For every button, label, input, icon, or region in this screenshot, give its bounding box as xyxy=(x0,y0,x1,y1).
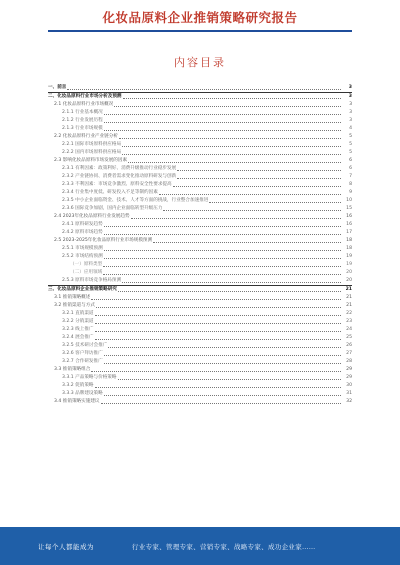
toc-leader-dots xyxy=(128,157,341,163)
toc-entry-title: 3.2.5 技术研讨会推广 xyxy=(62,343,108,348)
toc-entry-title: 3.2.2 分销渠道 xyxy=(62,319,94,324)
toc-entry[interactable] xyxy=(48,285,352,294)
toc-entry-page: 5 xyxy=(349,134,352,139)
toc-entry-page: 20 xyxy=(346,270,352,275)
toc-leader-dots xyxy=(131,213,341,219)
toc-leader-dots xyxy=(96,302,341,308)
toc-entry[interactable] xyxy=(48,358,352,366)
toc-leader-dots xyxy=(95,310,341,316)
toc-leader-dots xyxy=(118,286,341,292)
toc-entry-page: 30 xyxy=(346,383,352,388)
toc-entry[interactable] xyxy=(48,334,352,342)
toc-entry[interactable] xyxy=(48,133,352,141)
toc-entry-title: 3.3.1 产品策略与价格策略 xyxy=(62,375,117,380)
toc-entry[interactable] xyxy=(48,149,352,157)
toc-entry[interactable] xyxy=(48,189,352,197)
toc-entry-page: 3 xyxy=(349,110,352,115)
toc-entry-page: 6 xyxy=(349,158,352,163)
toc-leader-dots xyxy=(91,366,341,372)
toc-entry-page: 6 xyxy=(349,166,352,171)
toc-entry-title: 2.3.5 中小企业面临资金、技术、人才等方面的挑战，行业整合加速推进 xyxy=(62,198,209,203)
toc-entry[interactable] xyxy=(48,173,352,181)
toc-entry-page: 28 xyxy=(346,359,352,364)
toc-entry[interactable] xyxy=(48,294,352,302)
toc-entry-title: 3.2.4 展会推广 xyxy=(62,335,94,340)
toc-entry[interactable] xyxy=(48,261,352,269)
toc-leader-dots xyxy=(114,101,341,107)
toc-entry-title: 2.5.1 市场规模预测 xyxy=(62,246,103,251)
toc-entry-title: 2.2 化妆品原料行业产业链分析 xyxy=(54,134,118,139)
toc-leader-dots xyxy=(101,398,341,404)
toc-entry[interactable] xyxy=(48,101,352,109)
toc-entry-title: 3.3.3 品牌建设策略 xyxy=(62,391,103,396)
toc-leader-dots xyxy=(103,261,341,267)
footer-slogan: 让每个人都能成为 xyxy=(38,543,94,551)
toc-leader-dots xyxy=(173,181,341,187)
toc-entry-page: 3 xyxy=(349,118,352,123)
toc-entry-page: 25 xyxy=(346,335,352,340)
toc-leader-dots xyxy=(153,237,341,243)
toc-entry-title: 三、化妆品原料企业推销策略研究 xyxy=(48,287,117,292)
toc-entry-title: 2.1.2 行业发展历程 xyxy=(62,118,103,123)
toc-entry-title: 一、前言 xyxy=(48,85,67,90)
toc-leader-dots xyxy=(163,205,341,211)
toc-entry-title: 3.1 推销策略概述 xyxy=(54,295,91,300)
toc-entry[interactable] xyxy=(48,366,352,374)
toc-entry-title: 2.4.1 原料研发趋势 xyxy=(62,222,103,227)
toc-entry-title: 2.5 2023-2025年化妆品原料行业市场规模预测 xyxy=(54,238,153,243)
toc-entry-page: 21 xyxy=(345,287,352,292)
toc-entry[interactable] xyxy=(48,245,352,253)
toc-leader-dots xyxy=(104,117,341,123)
footer-banner xyxy=(0,527,400,565)
toc-entry[interactable] xyxy=(48,141,352,149)
toc-entry-page: 3 xyxy=(348,85,352,90)
toc-entry-page: 16 xyxy=(346,222,352,227)
toc-entry[interactable] xyxy=(48,310,352,318)
toc-entry[interactable] xyxy=(48,302,352,310)
toc-leader-dots xyxy=(122,141,341,147)
toc-leader-dots xyxy=(104,125,341,131)
toc-entry-page: 19 xyxy=(346,262,352,267)
toc-leader-dots xyxy=(123,93,341,99)
toc-entry-title: 3.3 推销策略组合 xyxy=(54,367,91,372)
toc-entry-title: 2.1 化妆品原料行业市场概况 xyxy=(54,102,114,107)
toc-entry-page: 15 xyxy=(346,206,352,211)
toc-entry[interactable] xyxy=(48,382,352,390)
toc-leader-dots xyxy=(95,326,341,332)
toc-entry-title: 2.3 影响化妆品原料市场发展的因素 xyxy=(54,158,128,163)
toc-entry[interactable] xyxy=(48,390,352,398)
toc-entry-page: 21 xyxy=(346,303,352,308)
toc-entry[interactable] xyxy=(48,125,352,133)
toc-entry-page: 26 xyxy=(346,343,352,348)
toc-entry[interactable] xyxy=(48,237,352,245)
toc-entry-page: 16 xyxy=(346,214,352,219)
toc-entry-page: 20 xyxy=(346,278,352,283)
toc-entry-page: 5 xyxy=(349,150,352,155)
toc-entry-page: 7 xyxy=(349,174,352,179)
toc-entry-page: 3 xyxy=(349,102,352,107)
toc-entry-title: 3.2.3 线上推广 xyxy=(62,327,94,332)
toc-leader-dots xyxy=(122,149,341,155)
toc-entry[interactable] xyxy=(48,117,352,125)
toc-entry-title: 3.3.2 促销策略 xyxy=(62,383,94,388)
toc-leader-dots xyxy=(103,269,341,275)
page-header xyxy=(0,0,400,28)
toc-leader-dots xyxy=(177,165,341,171)
toc-entry[interactable] xyxy=(48,165,352,173)
toc-entry-title: 2.3.6 国际竞争加剧，国内企业面临转型升级压力 xyxy=(62,206,163,211)
toc-leader-dots xyxy=(104,221,341,227)
toc-entry-page: 18 xyxy=(346,238,352,243)
toc-entry[interactable] xyxy=(48,229,352,237)
toc-entry-title: 3.2.6 客户拜访推广 xyxy=(62,351,103,356)
toc-entry-page: 23 xyxy=(346,319,352,324)
toc-entry-title: 2.2.2 国内市场原料供应格局 xyxy=(62,150,122,155)
toc-title: 内容目录 xyxy=(174,56,226,69)
table-of-contents xyxy=(48,84,352,406)
header-divider xyxy=(48,30,352,32)
toc-entry-page: 27 xyxy=(346,351,352,356)
toc-entry-title: 2.3.2 产业链协同、消费者需求变化推动原料研发与创新 xyxy=(62,174,177,179)
toc-entry[interactable] xyxy=(48,84,352,92)
toc-leader-dots xyxy=(104,229,341,235)
toc-entry[interactable] xyxy=(48,318,352,326)
toc-entry[interactable] xyxy=(48,109,352,117)
toc-entry-title: 2.4.2 原料市场趋势 xyxy=(62,230,103,235)
toc-leader-dots xyxy=(108,342,341,348)
footer-tagline: 行业专家、管理专家、营销专家、战略专家、成功企业家…… xyxy=(132,543,316,551)
toc-entry[interactable] xyxy=(48,197,352,205)
toc-leader-dots xyxy=(95,318,341,324)
toc-entry[interactable] xyxy=(48,342,352,350)
toc-entry-title: 2.1.1 行业基本概况 xyxy=(62,110,103,115)
toc-entry-page: 3 xyxy=(348,94,352,99)
toc-entry-title: 3.4 推销策略实施建议 xyxy=(54,399,100,404)
toc-leader-dots xyxy=(67,84,341,90)
toc-entry[interactable] xyxy=(48,157,352,165)
toc-entry-title: 二、化妆品原料行业市场分析及预测 xyxy=(48,94,122,99)
toc-leader-dots xyxy=(91,294,341,300)
toc-entry-title: 3.2.1 直销渠道 xyxy=(62,311,94,316)
toc-leader-dots xyxy=(122,277,341,283)
toc-entry[interactable] xyxy=(48,181,352,189)
toc-entry-page: 18 xyxy=(346,246,352,251)
toc-entry[interactable] xyxy=(48,350,352,358)
toc-entry-title: 2.1.3 行业市场规模 xyxy=(62,126,103,131)
toc-entry-title: 2.4 2023年化妆品原料行业发展趋势 xyxy=(54,214,130,219)
toc-leader-dots xyxy=(95,334,341,340)
toc-entry-title: 3.2.7 合作研发推广 xyxy=(62,359,103,364)
toc-entry[interactable] xyxy=(48,277,352,285)
toc-leader-dots xyxy=(104,253,341,259)
toc-leader-dots xyxy=(104,350,341,356)
toc-entry-title: 2.3.1 有利因素：政策利好、消费升级推动行业稳步发展 xyxy=(62,166,177,171)
toc-leader-dots xyxy=(104,109,341,115)
toc-entry-title: 2.5.3 原料市场竞争格局预测 xyxy=(62,278,122,283)
toc-entry-title: （一）原料类型 xyxy=(70,262,103,267)
toc-entry-page: 17 xyxy=(346,230,352,235)
toc-entry-title: 2.3.4 行业集中度低、研发投入不足等制约因素 xyxy=(62,190,158,195)
toc-entry-title: （二）应用领域 xyxy=(70,270,103,275)
toc-entry[interactable] xyxy=(48,398,352,406)
toc-entry[interactable] xyxy=(48,326,352,334)
toc-entry-title: 2.5.2 市场结构预测 xyxy=(62,254,103,259)
toc-entry-page: 24 xyxy=(346,327,352,332)
toc-entry[interactable] xyxy=(48,269,352,277)
toc-entry-title: 3.2 推销渠道与方式 xyxy=(54,303,95,308)
toc-leader-dots xyxy=(118,374,342,380)
toc-entry[interactable] xyxy=(48,205,352,213)
report-title: 化妆品原料企业推销策略研究报告 xyxy=(102,10,298,25)
toc-entry[interactable] xyxy=(48,221,352,229)
toc-entry-title: 2.3.3 不利因素：市场竞争激烈、原料安全性要求提高 xyxy=(62,182,172,187)
toc-entry-page: 8 xyxy=(349,182,352,187)
toc-entry-page: 9 xyxy=(349,190,352,195)
toc-entry-page: 32 xyxy=(346,399,352,404)
toc-leader-dots xyxy=(104,390,341,396)
toc-entry[interactable] xyxy=(48,213,352,221)
toc-entry-page: 29 xyxy=(346,375,352,380)
toc-entry[interactable] xyxy=(48,374,352,382)
toc-entry[interactable] xyxy=(48,92,352,101)
toc-entry-page: 22 xyxy=(346,311,352,316)
toc-entry-page: 29 xyxy=(346,367,352,372)
toc-leader-dots xyxy=(104,245,341,251)
toc-leader-dots xyxy=(159,189,341,195)
toc-leader-dots xyxy=(95,382,341,388)
toc-leader-dots xyxy=(119,133,341,139)
toc-leader-dots xyxy=(177,173,341,179)
toc-entry-page: 4 xyxy=(349,126,352,131)
toc-entry-title: 2.2.1 国际市场原料供应格局 xyxy=(62,142,122,147)
toc-entry-page: 21 xyxy=(346,295,352,300)
toc-entry-page: 10 xyxy=(346,198,352,203)
toc-entry[interactable] xyxy=(48,253,352,261)
toc-leader-dots xyxy=(104,358,341,364)
toc-entry-page: 31 xyxy=(346,391,352,396)
toc-entry-page: 5 xyxy=(349,142,352,147)
toc-leader-dots xyxy=(209,197,341,203)
toc-entry-page: 19 xyxy=(346,254,352,259)
